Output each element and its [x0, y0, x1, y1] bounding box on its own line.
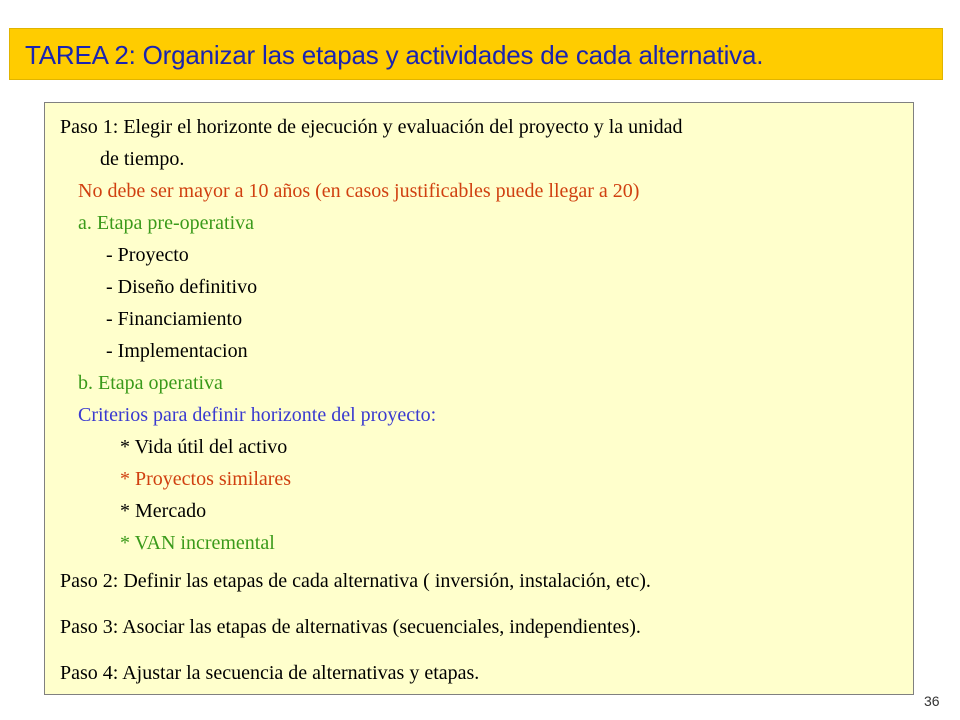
slide-title: TAREA 2: Organizar las etapas y actividades de cada alternativa.	[25, 40, 764, 70]
pre-item-implementacion: - Implementacion	[106, 340, 248, 362]
pre-item-financiamiento: - Financiamiento	[106, 308, 243, 330]
paso-1-line-1: Paso 1: Elegir el horizonte de ejecución y evaluación del proyecto y la unidad	[60, 116, 683, 138]
etapa-operativa: b. Etapa operativa	[78, 372, 223, 394]
criterio-vida-util: * Vida útil del activo	[120, 436, 288, 458]
pre-item-diseno: - Diseño definitivo	[106, 276, 258, 298]
etapa-pre-operativa: a. Etapa pre-operativa	[78, 212, 255, 234]
criterio-van-incremental: * VAN incremental	[120, 532, 275, 554]
criterios-title: Criterios para definir horizonte del proyecto:	[78, 404, 437, 426]
paso-1-line-2: de tiempo.	[100, 148, 185, 170]
paso-2: Paso 2: Definir las etapas de cada alternativa ( inversión, instalación, etc).	[60, 570, 651, 592]
content-panel	[44, 102, 914, 695]
paso-3: Paso 3: Asociar las etapas de alternativas (secuenciales, independientes).	[60, 616, 641, 638]
title-banner	[9, 28, 943, 80]
horizon-note: No debe ser mayor a 10 años (en casos justificables puede llegar a 20)	[78, 180, 640, 202]
page-number: 36	[924, 693, 940, 709]
criterio-proyectos-similares: * Proyectos similares	[120, 468, 292, 490]
criterio-mercado: * Mercado	[120, 500, 207, 522]
paso-4: Paso 4: Ajustar la secuencia de alternativas y etapas.	[60, 662, 480, 684]
pre-item-proyecto: - Proyecto	[106, 244, 189, 266]
